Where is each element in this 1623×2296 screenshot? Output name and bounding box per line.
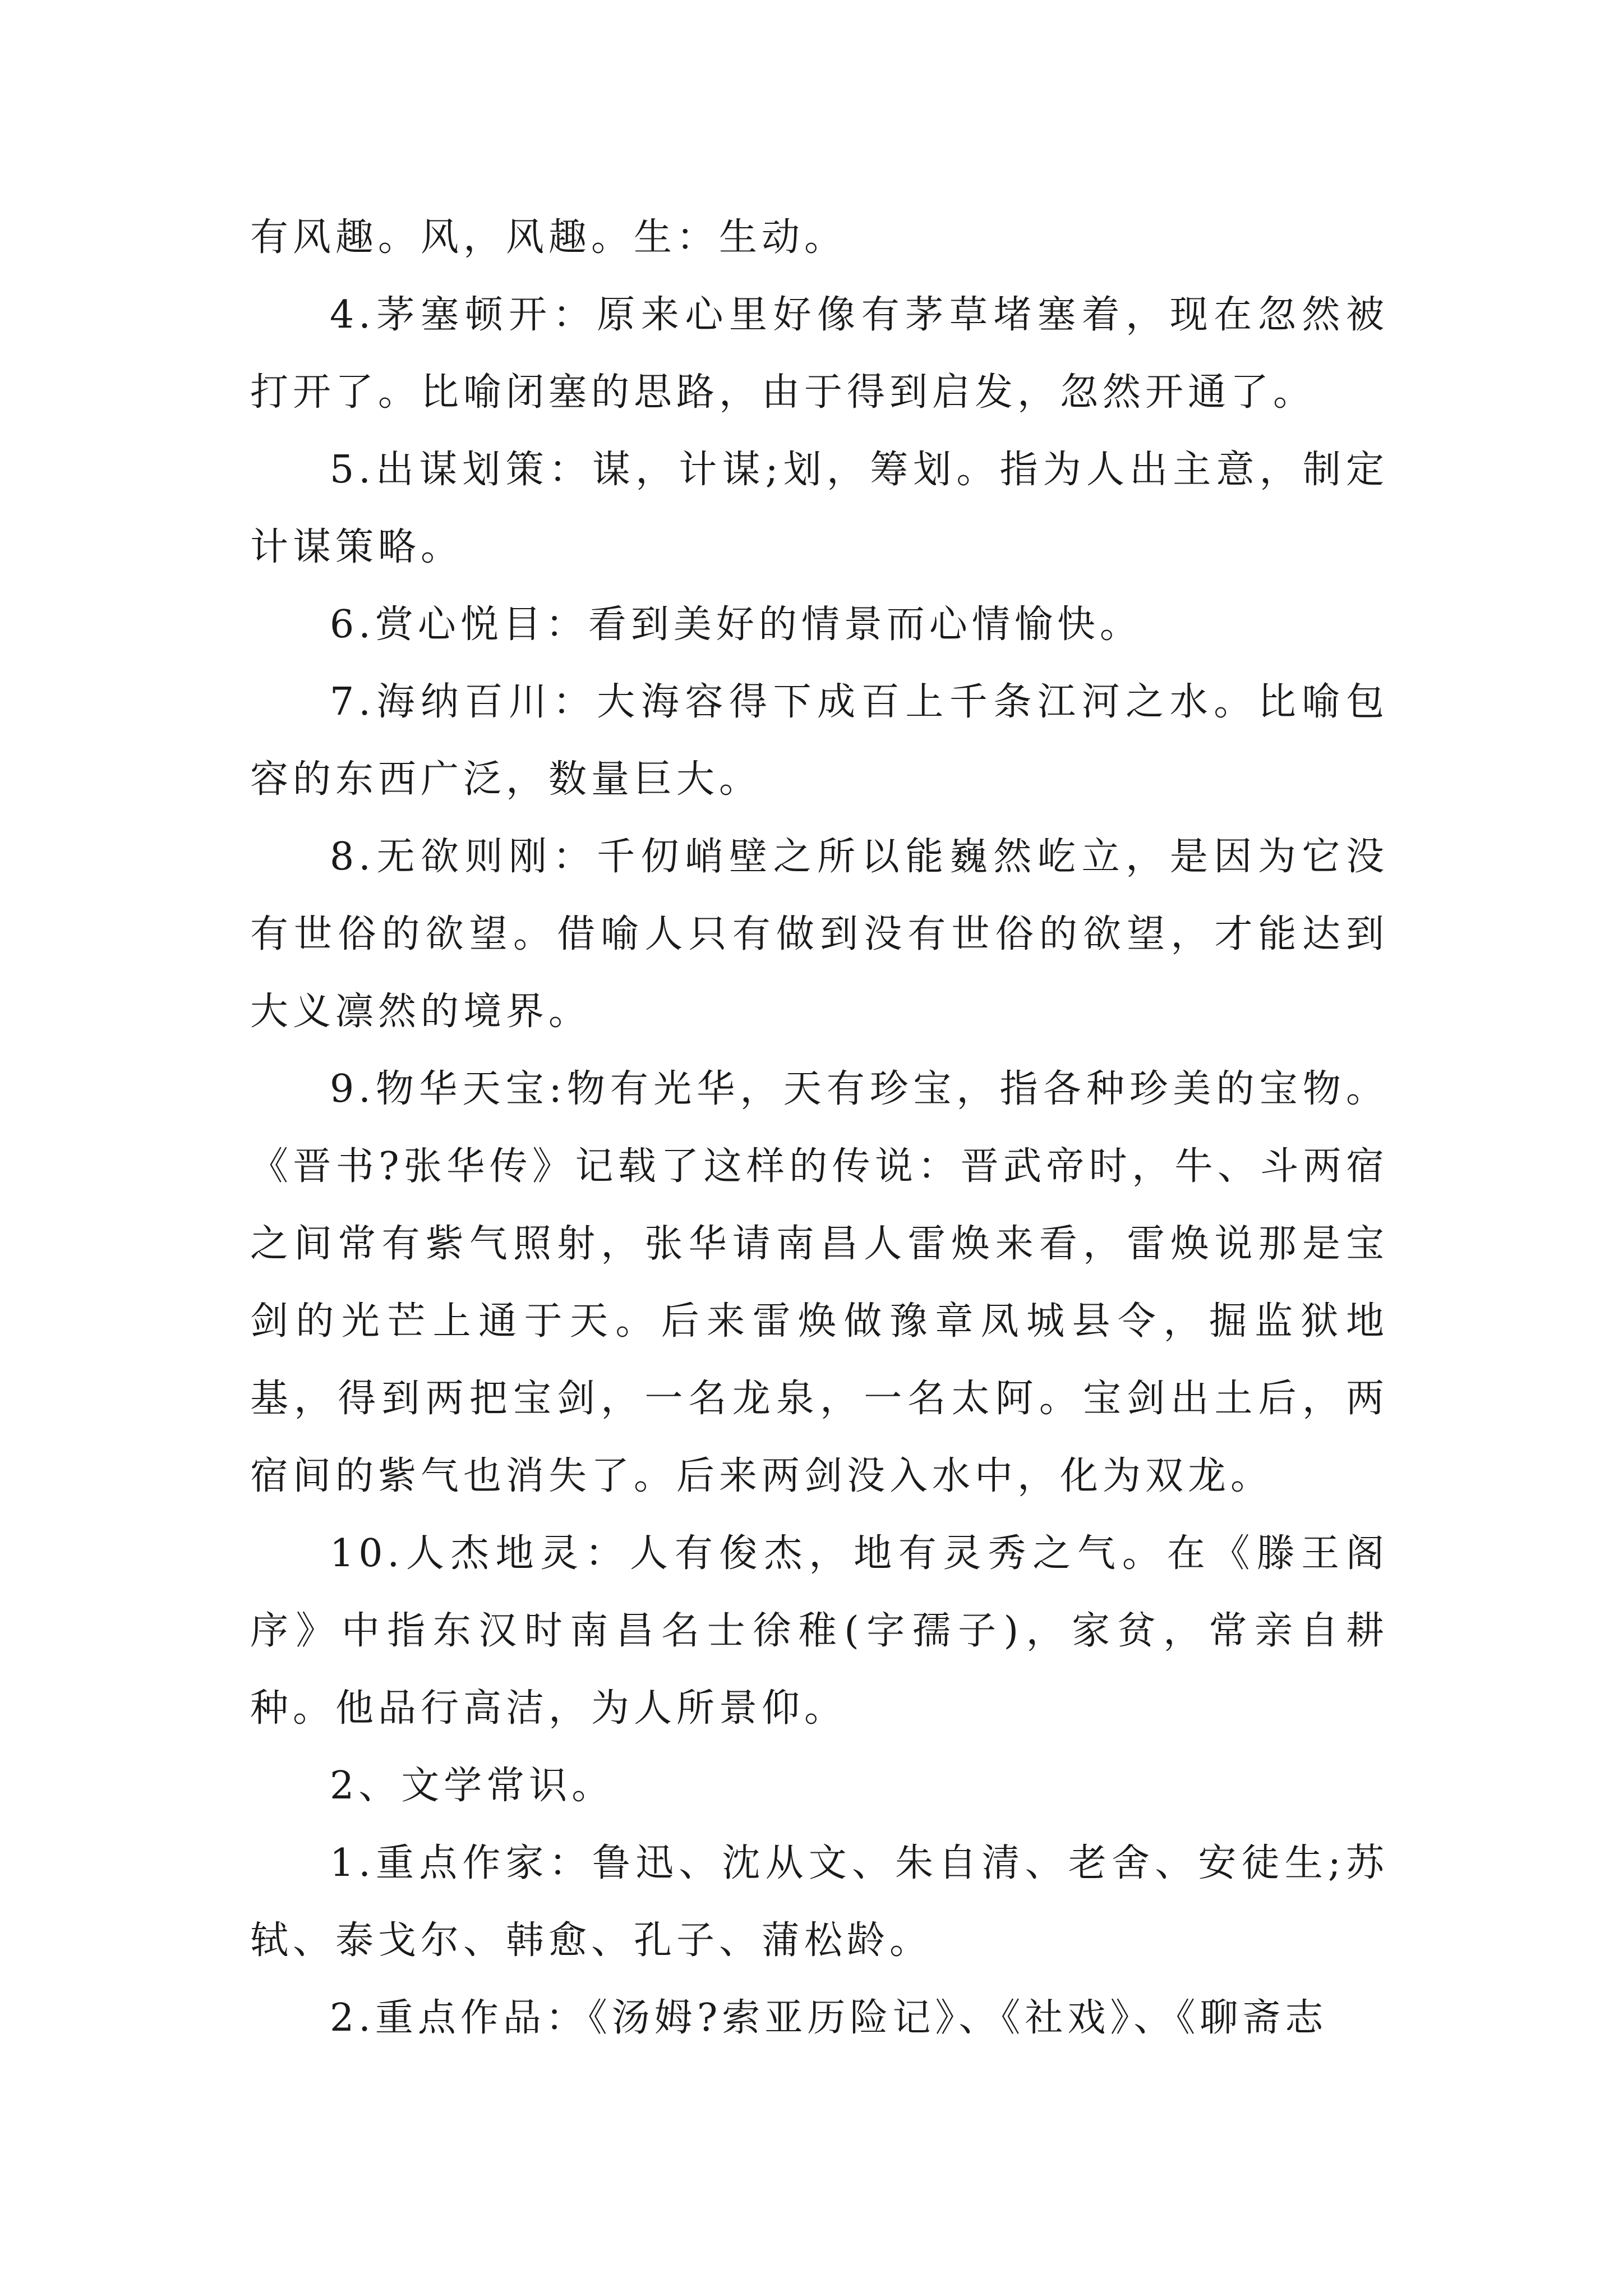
paragraph-item-10: 10.人杰地灵：人有俊杰，地有灵秀之气。在《滕王阁序》中指东汉时南昌名士徐稚(字孺子)，家贫，常亲自耕种。他品行高洁，为人所景仰。 (250, 1531, 1389, 1731)
section-heading-literature: 2、文学常识。 (330, 1764, 615, 1808)
paragraph-item-9: 9.物华天宝:物有光华，天有珍宝，指各种珍美的宝物。《晋书?张华传》记载了这样的传说：晋武帝时，牛、斗两宿之间常有紫气照射，张华请南昌人雷焕来看，雷焕说那是宝剑的光芒上通于天。后来雷焕做豫章凤城县令，掘监狱地基，得到两把宝剑，一名龙泉，一名太阿。宝剑出土后，两宿间的紫气也消失了。后来两剑没入水中，化为双龙。 (250, 1067, 1389, 1498)
paragraph-item-8: 8.无欲则刚：千仞峭壁之所以能巍然屹立，是因为它没有世俗的欲望。借喻人只有做到没有世俗的欲望，才能达到大义凛然的境界。 (250, 835, 1389, 1034)
paragraph-item-6: 6.赏心悦目：看到美好的情景而心情愉快。 (330, 602, 1142, 647)
paragraph-item-5: 5.出谋划策：谋，计谋;划，筹划。指为人出主意，制定计谋策略。 (250, 448, 1389, 569)
paragraph-item-7: 7.海纳百川：大海容得下成百上千条江河之水。比喻包容的东西广泛，数量巨大。 (250, 680, 1389, 802)
document-body (250, 199, 1389, 2057)
paragraph-item-4: 4.茅塞顿开：原来心里好像有茅草堵塞着，现在忽然被打开了。比喻闭塞的思路，由于得到启发，忽然开通了。 (250, 293, 1389, 415)
paragraph-continuation: 有风趣。风，风趣。生：生动。 (250, 215, 847, 260)
paragraph-key-authors: 1.重点作家：鲁迅、沈从文、朱自清、老舍、安徒生;苏轼、泰戈尔、韩愈、孔子、蒲松龄。 (250, 1841, 1389, 1963)
paragraph-key-works: 2.重点作品：《汤姆?索亚历险记》、《社戏》、《聊斋志 (330, 1996, 1328, 2040)
